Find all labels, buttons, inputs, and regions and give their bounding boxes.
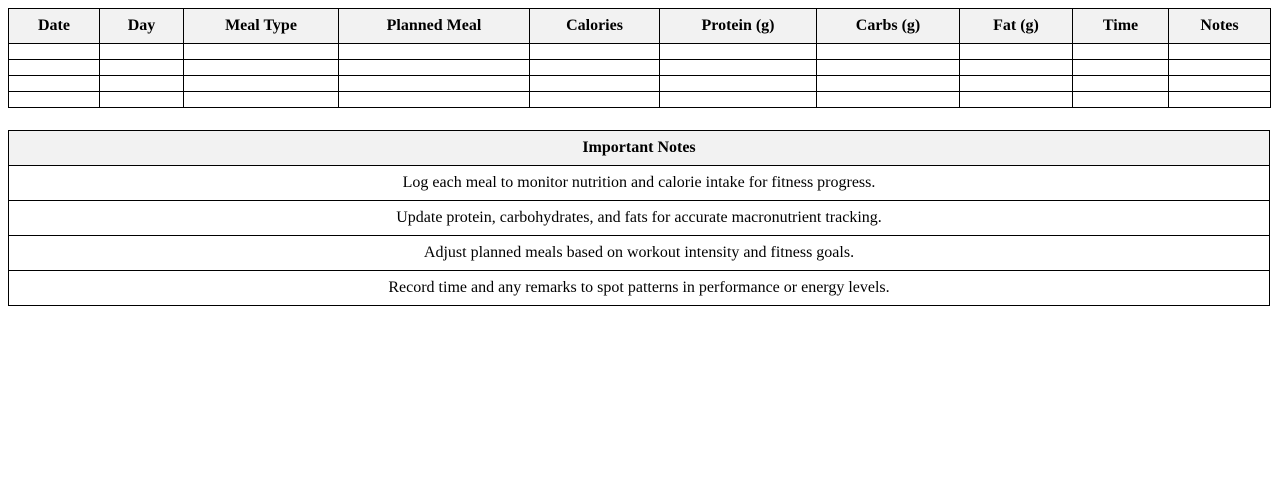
note-text: Adjust planned meals based on workout intensity and fitness goals. [9,236,1270,271]
column-header-time: Time [1073,9,1169,44]
table-cell-fat[interactable] [960,60,1073,76]
column-header-day: Day [100,9,184,44]
table-cell-planned-meal[interactable] [339,60,530,76]
column-header-carbs: Carbs (g) [817,9,960,44]
table-cell-notes[interactable] [1169,60,1271,76]
table-cell-day[interactable] [100,92,184,108]
table-cell-meal-type[interactable] [184,60,339,76]
table-cell-notes[interactable] [1169,76,1271,92]
table-cell-protein[interactable] [660,44,817,60]
list-item [9,201,1270,236]
table-cell-calories[interactable] [530,44,660,60]
list-item [9,271,1270,306]
list-item [9,236,1270,271]
table-row [9,60,1271,76]
table-cell-day[interactable] [100,44,184,60]
table-cell-calories[interactable] [530,60,660,76]
table-cell-protein[interactable] [660,60,817,76]
table-cell-date[interactable] [9,92,100,108]
important-notes-table [8,130,1270,306]
table-cell-calories[interactable] [530,92,660,108]
table-cell-notes[interactable] [1169,92,1271,108]
table-cell-time[interactable] [1073,44,1169,60]
table-cell-meal-type[interactable] [184,92,339,108]
table-row [9,44,1271,60]
table-cell-meal-type[interactable] [184,44,339,60]
table-cell-fat[interactable] [960,44,1073,60]
note-text: Record time and any remarks to spot patterns in performance or energy levels. [9,271,1270,306]
table-row [9,92,1271,108]
table-cell-fat[interactable] [960,76,1073,92]
table-row [9,76,1271,92]
note-text: Log each meal to monitor nutrition and calorie intake for fitness progress. [9,166,1270,201]
table-cell-carbs[interactable] [817,92,960,108]
column-header-notes: Notes [1169,9,1271,44]
table-cell-time[interactable] [1073,76,1169,92]
note-text: Update protein, carbohydrates, and fats for accurate macronutrient tracking. [9,201,1270,236]
table-cell-notes[interactable] [1169,44,1271,60]
column-header-protein: Protein (g) [660,9,817,44]
table-cell-day[interactable] [100,60,184,76]
column-header-fat: Fat (g) [960,9,1073,44]
meal-log-table [8,8,1271,108]
table-cell-time[interactable] [1073,60,1169,76]
table-cell-date[interactable] [9,76,100,92]
table-cell-protein[interactable] [660,92,817,108]
table-cell-carbs[interactable] [817,44,960,60]
column-header-date: Date [9,9,100,44]
table-cell-day[interactable] [100,76,184,92]
table-cell-meal-type[interactable] [184,76,339,92]
table-cell-date[interactable] [9,44,100,60]
column-header-calories: Calories [530,9,660,44]
table-cell-planned-meal[interactable] [339,92,530,108]
column-header-meal-type: Meal Type [184,9,339,44]
table-cell-protein[interactable] [660,76,817,92]
notes-header-row [9,131,1270,166]
table-cell-fat[interactable] [960,92,1073,108]
table-cell-time[interactable] [1073,92,1169,108]
list-item [9,166,1270,201]
table-cell-date[interactable] [9,60,100,76]
table-cell-planned-meal[interactable] [339,44,530,60]
notes-title: Important Notes [9,131,1270,166]
table-cell-carbs[interactable] [817,60,960,76]
column-header-planned-meal: Planned Meal [339,9,530,44]
table-cell-carbs[interactable] [817,76,960,92]
header-row [9,9,1271,44]
table-cell-planned-meal[interactable] [339,76,530,92]
table-cell-calories[interactable] [530,76,660,92]
